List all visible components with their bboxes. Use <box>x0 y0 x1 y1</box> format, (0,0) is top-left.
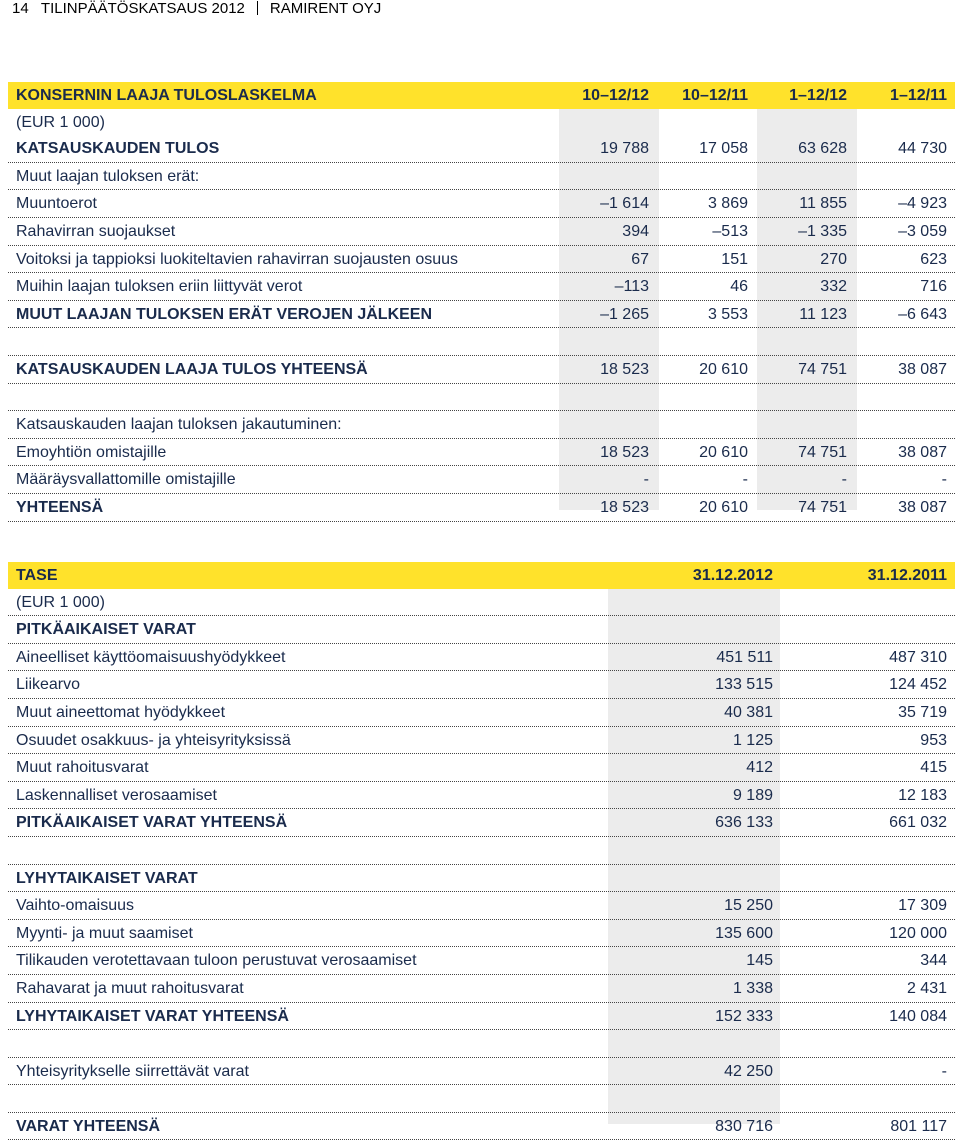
cell: 18 523 <box>600 360 649 378</box>
cell: 18 523 <box>600 443 649 461</box>
row-label: Muut aineettomat hyödykkeet <box>16 703 226 721</box>
unit-label: (EUR 1 000) <box>16 113 105 131</box>
cell: 487 310 <box>889 648 947 666</box>
table-row <box>8 301 955 329</box>
row-label: Aineelliset käyttöomaisuushyödykkeet <box>16 648 286 666</box>
cell: –4 923 <box>898 195 947 213</box>
column-header: 10–12/11 <box>682 87 748 104</box>
cell: - <box>742 471 748 489</box>
cell: 661 032 <box>889 814 947 832</box>
cell: 63 628 <box>798 140 847 158</box>
row-label: Muihin laajan tuloksen eriin liittyvät verot <box>16 278 303 296</box>
table-row <box>8 975 955 1003</box>
table-row <box>8 1003 955 1031</box>
cell: - <box>643 471 649 489</box>
cell: 40 381 <box>724 703 773 721</box>
unit-row <box>8 589 955 617</box>
cell: 20 610 <box>699 360 748 378</box>
spacer-row <box>8 328 955 356</box>
table-row <box>8 892 955 920</box>
cell: 74 751 <box>798 443 847 461</box>
table-row <box>8 135 955 163</box>
table-row <box>8 727 955 755</box>
row-label: Muut laajan tuloksen erät: <box>16 167 200 185</box>
table-row <box>8 246 955 274</box>
row-label: KATSAUSKAUDEN LAAJA TULOS YHTEENSÄ <box>16 360 368 378</box>
cell: 135 600 <box>715 924 773 942</box>
row-label: Muuntoerot <box>16 195 97 213</box>
table-row <box>8 644 955 672</box>
table-row <box>8 616 955 644</box>
cell: 451 511 <box>716 648 773 666</box>
table-row <box>8 163 955 191</box>
row-label: Liikearvo <box>16 676 81 694</box>
cell: 152 333 <box>715 1007 773 1025</box>
column-header: 31.12.2011 <box>867 567 947 584</box>
cell: 20 610 <box>699 498 748 516</box>
balance-title: TASE <box>16 567 58 584</box>
row-label: PITKÄAIKAISET VARAT <box>16 621 196 639</box>
cell: 18 523 <box>600 498 649 516</box>
cell: 2 431 <box>906 979 947 997</box>
report-title: TILINPÄÄTÖSKATSAUS 2012 <box>40 0 245 17</box>
cell: 3 869 <box>707 195 748 213</box>
spacer-row <box>8 1030 955 1058</box>
cell: 15 250 <box>724 897 773 915</box>
cell: –3 059 <box>898 222 947 240</box>
income-title: KONSERNIN LAAJA TULOSLASKELMA <box>16 87 317 104</box>
cell: 415 <box>920 759 947 777</box>
row-label: LYHYTAIKAISET VARAT <box>16 869 198 887</box>
cell: 38 087 <box>898 443 947 461</box>
row-label: Tilikauden verotettavaan tuloon perustuvat verosaamiset <box>16 952 417 970</box>
column-header: 1–12/12 <box>789 87 847 104</box>
row-label: Laskennalliset verosaamiset <box>16 786 217 804</box>
row-label: YHTEENSÄ <box>16 498 104 516</box>
column-header: 1–12/11 <box>890 87 947 104</box>
cell: 12 183 <box>898 786 947 804</box>
cell: 9 189 <box>732 786 773 804</box>
cell: 74 751 <box>798 498 847 516</box>
cell: –1 614 <box>600 195 649 213</box>
cell: 716 <box>920 278 947 296</box>
cell: 46 <box>730 278 748 296</box>
row-label: Määräysvallattomille omistajille <box>16 471 236 489</box>
row-label: Rahavarat ja muut rahoitusvarat <box>16 979 244 997</box>
row-label: KATSAUSKAUDEN TULOS <box>16 140 220 158</box>
table-row <box>8 273 955 301</box>
cell: 42 250 <box>724 1062 773 1080</box>
cell: 11 123 <box>799 305 847 323</box>
cell: 1 338 <box>732 979 773 997</box>
cell: 38 087 <box>898 498 947 516</box>
cell: 38 087 <box>898 360 947 378</box>
cell: 74 751 <box>798 360 847 378</box>
row-label: Vaihto-omaisuus <box>16 897 134 915</box>
cell: 1 125 <box>732 731 773 749</box>
column-header: 31.12.2012 <box>692 567 773 584</box>
table-row <box>8 754 955 782</box>
table-row <box>8 466 955 494</box>
cell: 44 730 <box>898 140 947 158</box>
page-number: 14 <box>12 0 29 17</box>
table-row <box>8 671 955 699</box>
table-row <box>8 356 955 384</box>
cell: 801 117 <box>890 1117 947 1135</box>
cell: 636 133 <box>715 814 773 832</box>
table-row <box>8 920 955 948</box>
table-row <box>8 190 955 218</box>
table-row <box>8 782 955 810</box>
cell: 20 610 <box>699 443 748 461</box>
column-header: 10–12/12 <box>582 87 649 104</box>
table-row <box>8 865 955 893</box>
cell: 151 <box>721 250 748 268</box>
cell: –113 <box>614 278 649 296</box>
cell: 394 <box>622 222 649 240</box>
table-row <box>8 809 955 837</box>
cell: 35 719 <box>898 703 947 721</box>
cell: –1 265 <box>600 305 649 323</box>
table-row <box>8 218 955 246</box>
cell: 133 515 <box>715 676 773 694</box>
table-row <box>8 1113 955 1140</box>
cell: - <box>941 1062 947 1080</box>
cell: 145 <box>746 952 773 970</box>
company-name: RAMIRENT OYJ <box>269 0 382 17</box>
cell: 3 553 <box>707 305 748 323</box>
cell: –513 <box>712 222 748 240</box>
row-label: Osuudet osakkuus- ja yhteisyrityksissä <box>16 731 291 749</box>
balance-sheet-table <box>8 562 955 1140</box>
cell: –1 335 <box>798 222 847 240</box>
table-row <box>8 1058 955 1086</box>
cell: - <box>941 471 947 489</box>
table-row <box>8 439 955 467</box>
row-label: Rahavirran suojaukset <box>16 222 176 240</box>
income-statement-table <box>8 82 955 522</box>
row-label: Voitoksi ja tappioksi luokiteltavien rahavirran suojausten osuus <box>16 250 459 268</box>
cell: –6 643 <box>898 305 947 323</box>
table-row <box>8 699 955 727</box>
cell: 124 452 <box>889 676 947 694</box>
header-divider <box>257 1 258 15</box>
spacer-row <box>8 384 955 412</box>
cell: 17 309 <box>898 897 947 915</box>
cell: 953 <box>920 731 947 749</box>
page-header <box>12 0 381 17</box>
cell: 830 716 <box>715 1117 773 1135</box>
cell: 344 <box>920 952 947 970</box>
cell: 17 058 <box>699 140 748 158</box>
cell: 67 <box>631 250 649 268</box>
spacer-row <box>8 837 955 865</box>
row-label: PITKÄAIKAISET VARAT YHTEENSÄ <box>16 814 288 832</box>
cell: 11 855 <box>799 195 847 213</box>
row-label: Muut rahoitusvarat <box>16 759 149 777</box>
row-label: MUUT LAAJAN TULOKSEN ERÄT VEROJEN JÄLKEEN <box>16 305 433 323</box>
income-title-row <box>8 82 955 109</box>
unit-row <box>8 109 955 136</box>
row-label: LYHYTAIKAISET VARAT YHTEENSÄ <box>16 1007 289 1025</box>
row-label: Emoyhtiön omistajille <box>16 443 167 461</box>
unit-label: (EUR 1 000) <box>16 593 105 611</box>
cell: 270 <box>820 250 847 268</box>
cell: 623 <box>920 250 947 268</box>
cell: 19 788 <box>600 140 649 158</box>
table-row <box>8 947 955 975</box>
cell: 140 084 <box>889 1007 947 1025</box>
cell: 412 <box>746 759 773 777</box>
spacer-row <box>8 1085 955 1113</box>
row-label: Myynti- ja muut saamiset <box>16 924 193 942</box>
row-label: Yhteisyritykselle siirrettävät varat <box>16 1062 249 1080</box>
balance-title-row <box>8 562 955 589</box>
table-row <box>8 411 955 439</box>
cell: 332 <box>820 278 847 296</box>
row-label: Katsauskauden laajan tuloksen jakautuminen: <box>16 416 342 434</box>
table-row <box>8 494 955 522</box>
cell: 120 000 <box>889 924 947 942</box>
row-label: VARAT YHTEENSÄ <box>16 1117 161 1135</box>
cell: - <box>841 471 847 489</box>
